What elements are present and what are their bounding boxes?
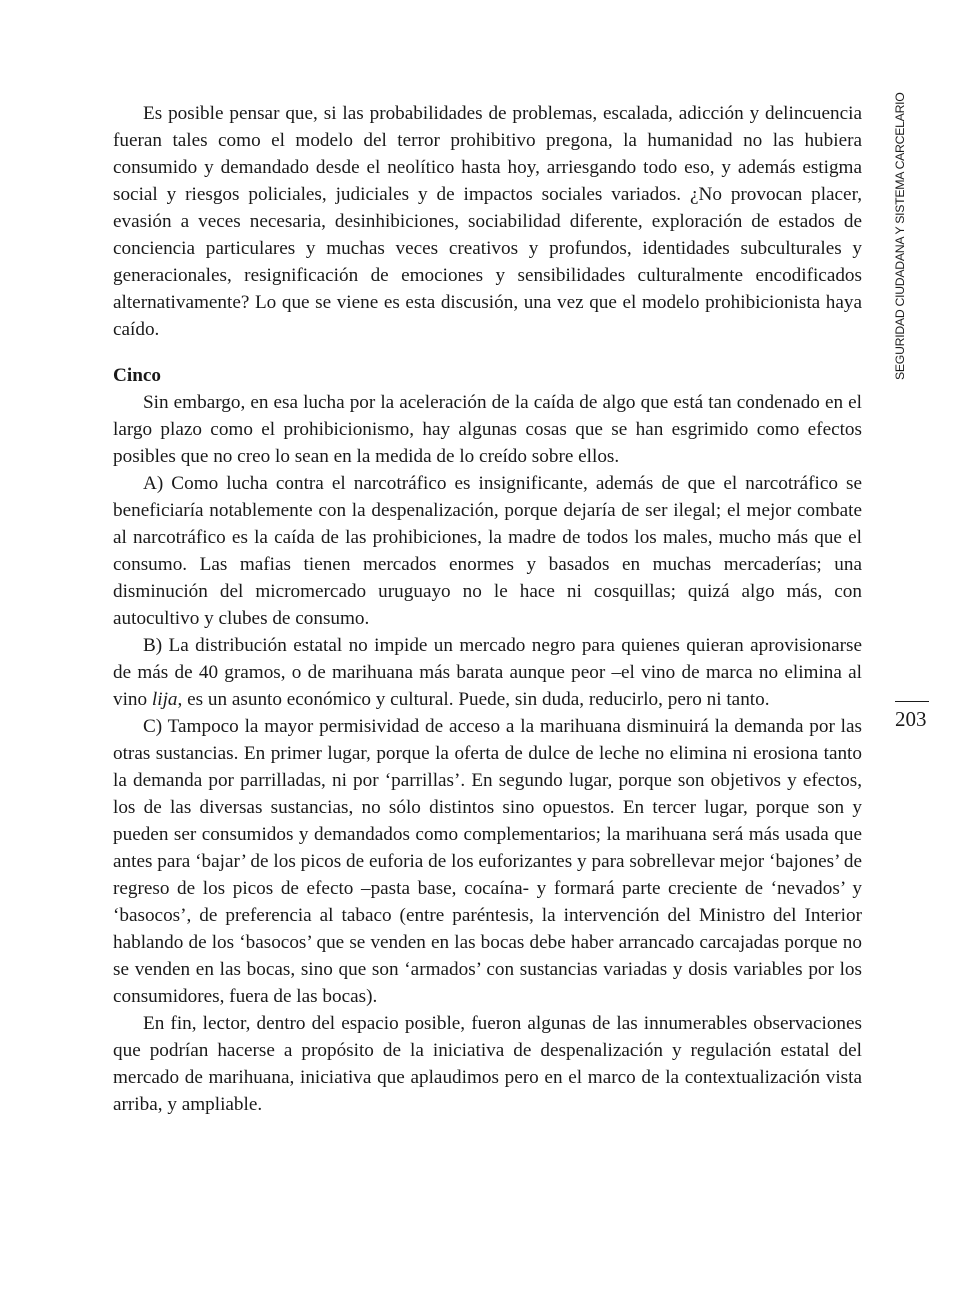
paragraph-cinco-intro: Sin embargo, en esa lucha por la aceleración de la caída de algo que está tan condenado en el largo plazo como el prohibicionismo, hay algunas cosas que se han esgrimido como efectos posibles que no creo lo sean en la medida de lo creído sobre ellos.	[113, 392, 862, 467]
paragraph-point-b-end: , es un asunto económico y cultural. Puede, sin duda, reducirlo, pero ni tanto.	[177, 689, 770, 710]
paragraph-point-b-start: B) La distribución estatal no impide un mercado negro para quienes quieran aprovisionarse de más de 40 gramos, o de marihuana más barata aunque peor –el vino de marca no elimina al vino	[113, 635, 862, 710]
running-head: SEGURIDAD CIUDADANA Y SISTEMA CARCELARIO	[893, 92, 907, 380]
section-heading: Cinco	[113, 365, 161, 386]
paragraph-conclusion: En fin, lector, dentro del espacio posible, fueron algunas de las innumerables observaciones que podrían hacerse a propósito de la iniciativa de despenalización y regulación estatal del mercado de marihuana, iniciativa que aplaudimos pero en el marco de la contextualización vista arriba, y ampliable.	[113, 1013, 862, 1115]
page-number-rule	[895, 701, 929, 702]
paragraph-point-a: A) Como lucha contra el narcotráfico es insignificante, además de que el narcotráfico se beneficiaría notablemente con la despenalización, porque dejaría de ser ilegal; el mejor combate al narcotráfico es la caída de las prohibiciones, la madre de todos los males, mucho más que el consumo. Las mafias tienen mercados enormes y basados en muchas mercaderías; una disminución del micromercado uruguayo no le hace ni cosquillas; quizá algo más, con autocultivo y clubes de consumo.	[113, 473, 862, 629]
paragraph-point-c: C) Tampoco la mayor permisividad de acceso a la marihuana disminuirá la demanda por las otras sustancias. En primer lugar, porque la oferta de dulce de leche no elimina ni erosiona tanto la demanda por parrilladas, ni por ‘parrillas’. En segundo lugar, porque son objetivos y efectos, los de las diversas sustancias, no sólo distintos sino opuestos. En tercer lugar, porque son y pueden ser consumidos y demandados como complementarios; la marihuana será más usada que antes para ‘bajar’ de los picos de euforia de los euforizantes y para sobrellevar mejor ‘bajones’ de regreso de los picos de efecto –pasta base, cocaína- y formará parte creciente de ‘nevados’ y ‘basocos’, de preferencia al tabaco (entre paréntesis, la intervención del Ministro del Interior hablando de los ‘basocos’ que se venden en las bocas debe haber arrancado carcajadas porque no se venden en las bocas, sino que son ‘armados’ con sustancias variadas y dosis variables por los consumidores, fuera de las bocas).	[113, 716, 862, 1007]
italic-term-lija: lija	[151, 689, 178, 710]
paragraph-point-b	[113, 632, 862, 713]
body-text	[113, 100, 862, 1118]
page-number: 203	[895, 707, 927, 731]
paragraph-intro: Es posible pensar que, si las probabilidades de problemas, escalada, adicción y delincuencia fueran tales como el modelo del terror prohibitivo pregona, la humanidad no las hubiera consumido y demandado desde el neolítico hasta hoy, arriesgando todo eso, y además estigma social y riesgos policiales, judiciales y de impactos sociales variados. ¿No provocan placer, evasión a veces necesaria, desinhibiciones, sociabilidad diferente, exploración de estados de conciencia particulares y muchas veces creativos y profundos, identidades subculturales y generacionales, resignificación de emociones y sensibilidades culturalmente encodificados alternativamente? Lo que se viene es esta discusión, una vez que el modelo prohibicionista haya caído.	[113, 103, 862, 340]
